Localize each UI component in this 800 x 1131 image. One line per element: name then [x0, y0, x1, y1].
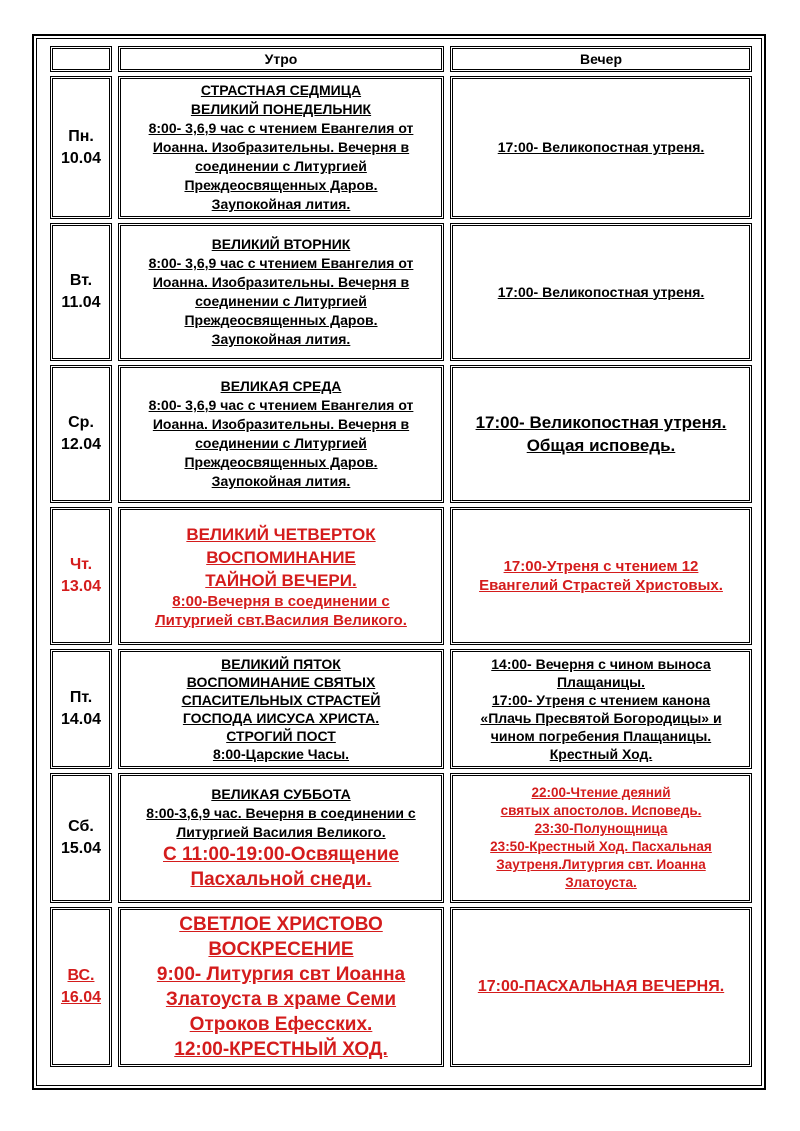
morning-line: ВОСКРЕСЕНИЕ	[208, 939, 354, 960]
schedule-table	[44, 42, 758, 1071]
schedule-row	[50, 649, 752, 769]
evening-line: 17:00- Великопостная утреня.	[497, 283, 705, 300]
header-morning: Утро	[118, 46, 444, 72]
evening-line: 23:50-Крестный Ход. Пасхальная	[490, 839, 712, 854]
evening-cell	[450, 507, 752, 645]
day-cell	[50, 773, 112, 903]
evening-line: Заутреня.Литургия свт. Иоанна	[496, 857, 706, 872]
morning-red-line: С 11:00-19:00-Освящение	[163, 843, 399, 865]
morning-line: 9:00- Литургия свт Иоанна	[156, 964, 406, 985]
morning-line: Заупокойная лития.	[211, 473, 351, 489]
day-cell	[50, 365, 112, 503]
morning-cell	[118, 773, 444, 903]
evening-line: 17:00- Великопостная утреня.	[475, 413, 727, 432]
morning-line: Заупокойная лития.	[211, 196, 351, 212]
day-cell	[50, 649, 112, 769]
day-date: 10.04	[60, 149, 102, 167]
schedule-row	[50, 507, 752, 645]
day-name: Вт.	[69, 272, 93, 289]
day-cell	[50, 907, 112, 1067]
evening-cell	[450, 365, 752, 503]
header-evening: Вечер	[450, 46, 752, 72]
morning-line: соединении с Литургией	[195, 158, 367, 174]
morning-line: Отроков Ефесских.	[189, 1014, 373, 1035]
morning-line: ВЕЛИКИЙ ПЯТОК	[221, 656, 341, 672]
morning-line: ГОСПОДА ИИСУСА ХРИСТА.	[182, 710, 380, 726]
morning-title-line: ВОСПОМИНАНИЕ	[206, 547, 356, 567]
evening-cell	[450, 773, 752, 903]
morning-cell	[118, 907, 444, 1067]
morning-line: Литургией Василия Великого.	[176, 823, 386, 840]
evening-line: Общая исповедь.	[526, 436, 676, 455]
evening-line: Златоуста.	[565, 875, 637, 890]
evening-line: 17:00-Утреня с чтением 12	[503, 558, 699, 575]
day-date: 15.04	[60, 840, 102, 857]
morning-line: ВОСПОМИНАНИЕ СВЯТЫХ	[186, 674, 376, 690]
evening-line: «Плачь Пресвятой Богородицы» и	[480, 710, 722, 726]
header-day	[50, 46, 112, 72]
day-cell	[50, 507, 112, 645]
evening-cell	[450, 76, 752, 219]
morning-line: ВЕЛИКАЯ СРЕДА	[220, 378, 342, 394]
morning-line: 8:00-Вечерня в соединении с	[172, 592, 390, 610]
morning-line: Иоанна. Изобразительны. Вечерня в	[152, 139, 410, 155]
evening-line: 14:00- Вечерня с чином выноса	[491, 656, 711, 672]
evening-line: 17:00-ПАСХАЛЬНАЯ ВЕЧЕРНЯ.	[477, 978, 725, 995]
day-name: ВС.	[67, 967, 95, 984]
morning-line: ВЕЛИКИЙ ВТОРНИК	[211, 236, 351, 252]
morning-line: соединении с Литургией	[195, 293, 367, 309]
morning-cell	[118, 76, 444, 219]
morning-line: СТРАСТНАЯ СЕДМИЦА	[200, 82, 362, 98]
evening-line: Плащаницы.	[556, 674, 646, 690]
evening-cell	[450, 907, 752, 1067]
morning-line: Златоуста в храме Семи	[165, 989, 397, 1010]
morning-line: Иоанна. Изобразительны. Вечерня в	[152, 416, 410, 432]
morning-cell	[118, 223, 444, 361]
morning-line: СПАСИТЕЛЬНЫХ СТРАСТЕЙ	[181, 692, 381, 708]
day-date: 11.04	[61, 294, 101, 311]
schedule-row	[50, 223, 752, 361]
morning-title-line: ТАЙНОЙ ВЕЧЕРИ.	[205, 570, 357, 590]
morning-line: ВЕЛИКАЯ СУББОТА	[211, 785, 351, 802]
morning-line: Преждеосвященных Даров.	[184, 177, 378, 193]
day-name: Ср.	[68, 414, 94, 431]
morning-line: 8:00- 3,6,9 час с чтением Евангелия от	[148, 255, 414, 271]
evening-line: 22:00-Чтение деяний	[531, 785, 671, 800]
morning-line: соединении с Литургией	[195, 435, 367, 451]
header-row	[50, 46, 752, 72]
evening-line: Евангелий Страстей Христовых.	[479, 577, 723, 594]
morning-line: СВЕТЛОЕ ХРИСТОВО	[179, 914, 383, 935]
day-date: 13.04	[60, 578, 102, 595]
evening-line: чином погребения Плащаницы.	[490, 728, 712, 744]
evening-line: Крестный Ход.	[549, 746, 653, 762]
morning-line: Литургией свт.Василия Великого.	[155, 611, 407, 629]
evening-cell	[450, 649, 752, 769]
morning-title-line: ВЕЛИКИЙ ЧЕТВЕРТОК	[186, 524, 376, 544]
schedule-row	[50, 76, 752, 219]
evening-line: 17:00- Утреня с чтением канона	[491, 692, 711, 708]
morning-line: Заупокойная лития.	[211, 331, 351, 347]
evening-line: 17:00- Великопостная утреня.	[497, 139, 705, 155]
morning-cell	[118, 649, 444, 769]
day-cell	[50, 76, 112, 219]
morning-line: 12:00-КРЕСТНЫЙ ХОД.	[174, 1039, 388, 1060]
day-date: 12.04	[60, 436, 102, 453]
day-cell	[50, 223, 112, 361]
morning-line: Преждеосвященных Даров.	[184, 454, 378, 470]
morning-line: 8:00-Царские Часы.	[212, 746, 350, 762]
day-name: Пт.	[69, 689, 93, 706]
morning-red-line: Пасхальной снеди.	[190, 868, 372, 890]
morning-line: Преждеосвященных Даров.	[184, 312, 378, 328]
day-date: 16.04	[60, 989, 102, 1006]
schedule-row	[50, 365, 752, 503]
morning-line: СТРОГИЙ ПОСТ	[226, 728, 336, 744]
morning-cell	[118, 507, 444, 645]
morning-line: 8:00-3,6,9 час. Вечерня в соединении с	[146, 804, 416, 821]
morning-line: 8:00- 3,6,9 час с чтением Евангелия от	[148, 397, 414, 413]
evening-cell	[450, 223, 752, 361]
day-name: Сб.	[68, 818, 94, 835]
morning-line: ВЕЛИКИЙ ПОНЕДЕЛЬНИК	[190, 101, 372, 117]
morning-line: Иоанна. Изобразительны. Вечерня в	[152, 274, 410, 290]
morning-cell	[118, 365, 444, 503]
evening-line: святых апостолов. Исповедь.	[500, 803, 702, 818]
day-date: 14.04	[60, 711, 102, 728]
day-name: Чт.	[69, 556, 93, 573]
day-name: Пн.	[68, 127, 94, 145]
schedule-row	[50, 773, 752, 903]
evening-line: 23:30-Полунощница	[534, 821, 668, 836]
morning-line: 8:00- 3,6,9 час с чтением Евангелия от	[148, 120, 414, 136]
schedule-row	[50, 907, 752, 1067]
